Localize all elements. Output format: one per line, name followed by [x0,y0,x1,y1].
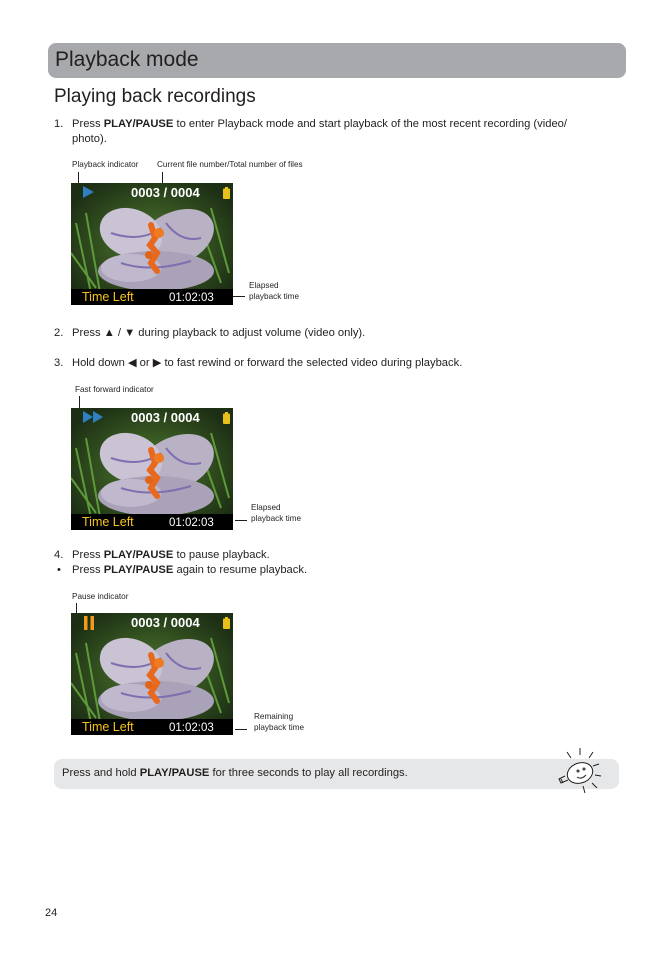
flower-photo [71,613,233,735]
file-counter: 0003 / 0004 [131,615,200,630]
tip-box [54,759,619,789]
callout-line [235,520,247,521]
elapsed-time-label: Elapsed playback time [249,281,300,301]
pause-icon [82,616,96,630]
step-number: 2. [54,327,64,339]
pause-indicator-label: Pause indicator [72,592,129,601]
time-left-label: Time Left [82,290,134,304]
elapsed-time-label: Elapsed playback time [251,503,302,523]
step-number: 3. [54,357,64,369]
step-number: 4. [54,549,64,561]
flower-photo [71,408,233,530]
camera-screen-pause [71,613,233,735]
fast-forward-icon [82,411,104,423]
play-icon [82,186,96,198]
page-number: 24 [45,907,58,919]
tip-text: Press and hold PLAY/PAUSE for three seconds to play all recordings. [62,767,408,779]
callout-line [235,729,247,730]
battery-icon [223,412,230,424]
battery-icon [223,187,230,199]
key-name: PLAY/PAUSE [103,549,174,561]
file-counter: 0003 / 0004 [131,410,200,425]
battery-icon [223,617,230,629]
time-readout: 01:02:03 [169,517,214,529]
section-header-bar [48,43,626,78]
remaining-time-label: Remaining playback time [254,712,305,732]
bullet: • [57,564,61,576]
key-name: PLAY/PAUSE [139,767,210,779]
camera-screen-fast-forward [71,408,233,530]
key-name: PLAY/PAUSE [103,118,174,130]
lightbulb-icon [555,746,605,796]
time-left-label: Time Left [82,720,134,734]
file-counter: 0003 / 0004 [131,185,200,200]
file-number-label: Current file number/Total number of files [157,160,303,169]
key-name: PLAY/PAUSE [103,564,174,576]
time-left-label: Time Left [82,515,134,529]
camera-screen-playback [71,183,233,305]
page-heading: Playing back recordings [54,86,256,107]
time-readout: 01:02:03 [169,292,214,304]
fast-forward-indicator-label: Fast forward indicator [75,385,154,394]
time-readout: 01:02:03 [169,722,214,734]
playback-indicator-label: Playback indicator [72,160,139,169]
section-title: Playback mode [55,48,199,71]
callout-line [233,296,245,297]
step-number: 1. [54,118,64,130]
